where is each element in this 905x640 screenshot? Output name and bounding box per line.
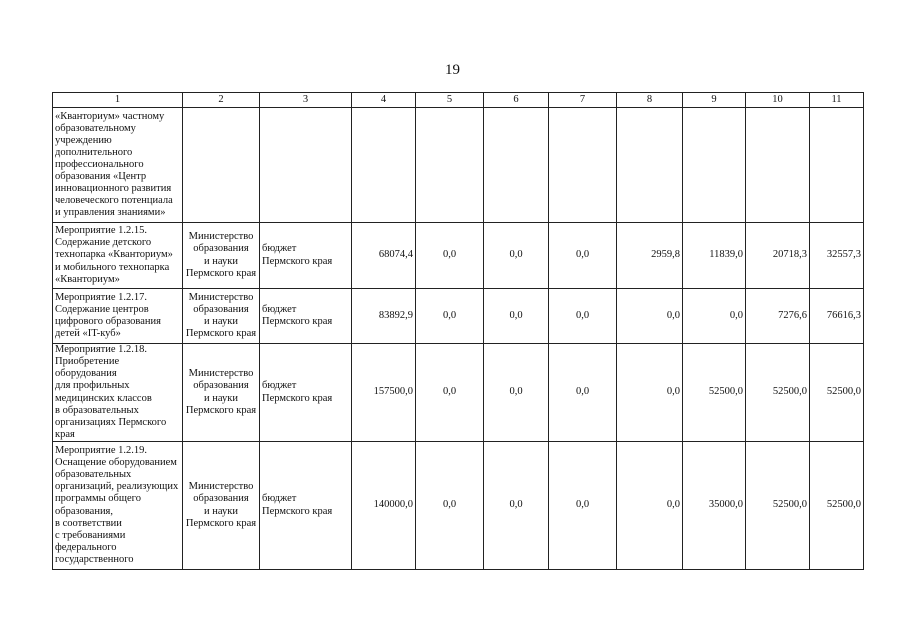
activity-name-line: Мероприятие 1.2.15. bbox=[55, 225, 148, 237]
executor-line: образования bbox=[193, 380, 249, 392]
activity-name-line: «Кванториум» частному bbox=[55, 110, 165, 122]
value-cell bbox=[352, 108, 416, 223]
value-cell: 0,0 bbox=[683, 289, 746, 344]
value-cell: 0,0 bbox=[484, 344, 549, 442]
activity-name bbox=[53, 442, 183, 570]
activity-name-line: образовательному bbox=[55, 122, 136, 134]
activity-name-line: образовательных bbox=[55, 469, 132, 481]
value-cell: 52500,0 bbox=[810, 344, 864, 442]
activity-name-line: Мероприятие 1.2.19. bbox=[55, 445, 148, 457]
column-header: 8 bbox=[617, 93, 683, 108]
activity-name-line: дополнительного bbox=[55, 146, 133, 158]
value-cell: 52500,0 bbox=[683, 344, 746, 442]
column-header: 1 bbox=[53, 93, 183, 108]
value-cell: 0,0 bbox=[617, 289, 683, 344]
column-header: 10 bbox=[746, 93, 810, 108]
value-cell: 0,0 bbox=[549, 289, 617, 344]
value-cell: 0,0 bbox=[617, 442, 683, 570]
value-cell bbox=[617, 108, 683, 223]
executor-line: образования bbox=[193, 493, 249, 505]
page-number: 19 bbox=[445, 62, 460, 78]
executor bbox=[183, 108, 260, 223]
value-cell: 0,0 bbox=[416, 289, 484, 344]
executor bbox=[183, 442, 260, 570]
funding-source bbox=[260, 344, 352, 442]
activity-name-line: медицинских классов bbox=[55, 392, 152, 404]
executor bbox=[183, 289, 260, 344]
executor-line: и науки bbox=[204, 316, 238, 327]
table-row bbox=[53, 442, 864, 570]
column-header: 5 bbox=[416, 93, 484, 108]
budget-table bbox=[52, 92, 864, 570]
funding-source bbox=[260, 442, 352, 570]
activity-name bbox=[53, 289, 183, 344]
value-cell: 83892,9 bbox=[352, 289, 416, 344]
value-cell: 0,0 bbox=[416, 442, 484, 570]
value-cell bbox=[549, 108, 617, 223]
value-cell: 76616,3 bbox=[810, 289, 864, 344]
value-cell: 32557,3 bbox=[810, 223, 864, 289]
column-header: 6 bbox=[484, 93, 549, 108]
funding-source-line: Пермского края bbox=[262, 392, 333, 404]
activity-name-line: образования, bbox=[55, 505, 114, 517]
value-cell: 0,0 bbox=[416, 344, 484, 442]
activity-name-line: в образовательных bbox=[55, 404, 139, 416]
activity-name bbox=[53, 223, 183, 289]
executor-line: образования bbox=[193, 243, 249, 255]
funding-source bbox=[260, 289, 352, 344]
value-cell bbox=[683, 108, 746, 223]
activity-name-line: учреждению bbox=[55, 134, 112, 146]
executor-line: Пермского края bbox=[185, 267, 257, 279]
activity-name-line: с требованиями bbox=[55, 529, 126, 541]
table-body bbox=[53, 108, 864, 570]
executor-line: и науки bbox=[204, 255, 238, 267]
activity-name-line: Приобретение bbox=[55, 356, 120, 368]
executor-line: Министерство bbox=[188, 368, 254, 380]
table-row bbox=[53, 344, 864, 442]
activity-name-line: федерального bbox=[55, 541, 117, 553]
value-cell: 35000,0 bbox=[683, 442, 746, 570]
activity-name-line: оборудования bbox=[55, 368, 117, 380]
funding-source bbox=[260, 108, 352, 223]
funding-source-line: Пермского края bbox=[262, 316, 333, 327]
value-cell: 52500,0 bbox=[810, 442, 864, 570]
activity-name-line: детей «IT-куб» bbox=[55, 328, 121, 340]
activity-name-line: в соответствии bbox=[55, 517, 122, 529]
activity-name-line: и мобильного технопарка bbox=[55, 261, 170, 273]
value-cell: 0,0 bbox=[416, 223, 484, 289]
executor-line: Пермского края bbox=[185, 404, 257, 416]
activity-name-line: организаций, реализующих bbox=[55, 481, 179, 493]
activity-name-line: технопарка «Кванториум» bbox=[55, 249, 173, 261]
value-cell: 157500,0 bbox=[352, 344, 416, 442]
table-row bbox=[53, 289, 864, 344]
value-cell: 2959,8 bbox=[617, 223, 683, 289]
executor-line: Пермского края bbox=[185, 328, 257, 340]
activity-name bbox=[53, 108, 183, 223]
activity-name-line: для профильных bbox=[55, 380, 130, 392]
column-header: 11 bbox=[810, 93, 864, 108]
header-row bbox=[53, 93, 864, 108]
executor-line: Министерство bbox=[188, 231, 254, 243]
activity-name-line: Мероприятие 1.2.18. bbox=[55, 344, 148, 356]
value-cell: 7276,6 bbox=[746, 289, 810, 344]
value-cell: 20718,3 bbox=[746, 223, 810, 289]
value-cell: 0,0 bbox=[549, 223, 617, 289]
funding-source-line: Пермского края bbox=[262, 255, 333, 267]
executor bbox=[183, 344, 260, 442]
activity-name-line: человеческого потенциала bbox=[55, 195, 173, 207]
activity-name-line: инновационного развития bbox=[55, 183, 172, 195]
activity-name-line: края bbox=[55, 428, 75, 440]
activity-name-line: Содержание центров bbox=[55, 303, 149, 315]
executor-line: Пермского края bbox=[185, 517, 257, 529]
funding-source-line: бюджет bbox=[262, 303, 297, 315]
column-header: 3 bbox=[260, 93, 352, 108]
activity-name-line: государственного bbox=[55, 553, 134, 565]
value-cell: 0,0 bbox=[549, 442, 617, 570]
activity-name-line: и управления знаниями» bbox=[55, 207, 166, 219]
value-cell: 0,0 bbox=[484, 289, 549, 344]
activity-name-line: программы общего bbox=[55, 493, 141, 505]
value-cell: 0,0 bbox=[484, 223, 549, 289]
activity-name-line: «Кванториум» bbox=[55, 273, 120, 285]
value-cell bbox=[746, 108, 810, 223]
value-cell: 52500,0 bbox=[746, 442, 810, 570]
value-cell: 52500,0 bbox=[746, 344, 810, 442]
activity-name-line: цифрового образования bbox=[55, 316, 161, 327]
value-cell bbox=[810, 108, 864, 223]
funding-source-line: бюджет bbox=[262, 493, 297, 505]
value-cell: 11839,0 bbox=[683, 223, 746, 289]
column-header: 9 bbox=[683, 93, 746, 108]
activity-name-line: Оснащение оборудованием bbox=[55, 457, 177, 469]
value-cell bbox=[484, 108, 549, 223]
funding-source-line: бюджет bbox=[262, 243, 297, 255]
funding-source-line: Пермского края bbox=[262, 505, 333, 517]
value-cell: 68074,4 bbox=[352, 223, 416, 289]
activity-name bbox=[53, 344, 183, 442]
value-cell: 0,0 bbox=[617, 344, 683, 442]
executor bbox=[183, 223, 260, 289]
activity-name-line: Мероприятие 1.2.17. bbox=[55, 291, 148, 303]
value-cell bbox=[416, 108, 484, 223]
executor-line: Министерство bbox=[188, 481, 254, 493]
activity-name-line: организациях Пермского bbox=[55, 416, 167, 428]
column-header: 4 bbox=[352, 93, 416, 108]
activity-name-line: профессионального bbox=[55, 158, 144, 170]
executor-line: Министерство bbox=[188, 291, 254, 303]
value-cell: 0,0 bbox=[549, 344, 617, 442]
executor-line: и науки bbox=[204, 505, 238, 517]
column-header: 2 bbox=[183, 93, 260, 108]
table-row bbox=[53, 108, 864, 223]
funding-source-line: бюджет bbox=[262, 380, 297, 392]
activity-name-line: образования «Центр bbox=[55, 171, 147, 183]
table-row bbox=[53, 223, 864, 289]
value-cell: 0,0 bbox=[484, 442, 549, 570]
executor-line: и науки bbox=[204, 392, 238, 404]
executor-line: образования bbox=[193, 303, 249, 315]
funding-source bbox=[260, 223, 352, 289]
column-header: 7 bbox=[549, 93, 617, 108]
activity-name-line: Содержание детского bbox=[55, 237, 152, 249]
value-cell: 140000,0 bbox=[352, 442, 416, 570]
